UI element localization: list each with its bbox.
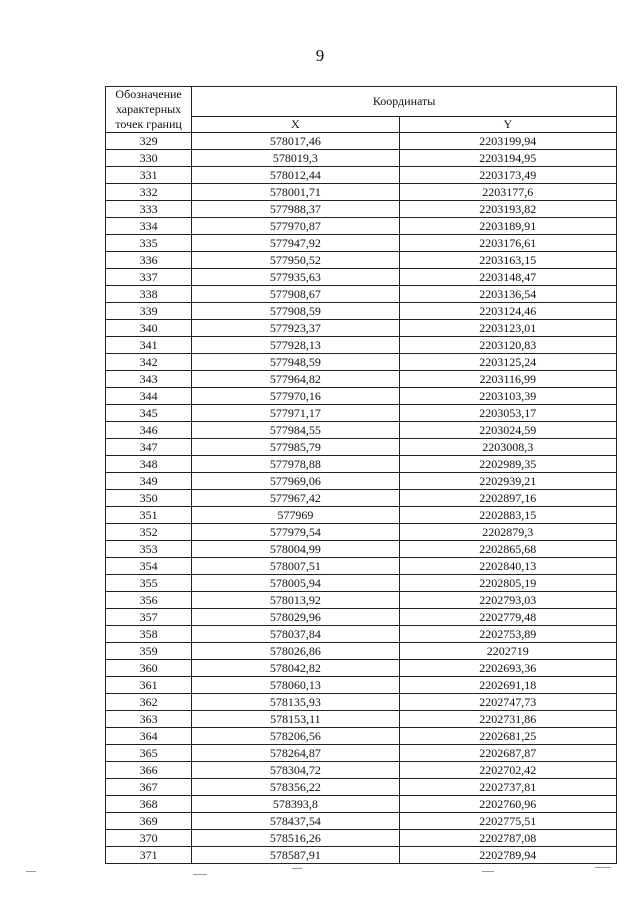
- cell-x: 577970,16: [192, 388, 399, 405]
- cell-x: 577923,37: [192, 320, 399, 337]
- table-row: [106, 235, 617, 252]
- cell-y: 2203199,94: [399, 133, 616, 150]
- cell-y: 2202731,86: [399, 711, 616, 728]
- cell-point: 338: [106, 286, 192, 303]
- cell-y: 2203176,61: [399, 235, 616, 252]
- cell-x: 578437,54: [192, 813, 399, 830]
- table-row: [106, 473, 617, 490]
- cell-y: 2202897,16: [399, 490, 616, 507]
- cell-y: 2203024,59: [399, 422, 616, 439]
- cell-point: 365: [106, 745, 192, 762]
- cell-x: 578029,96: [192, 609, 399, 626]
- cell-x: 577948,59: [192, 354, 399, 371]
- cell-x: 578356,22: [192, 779, 399, 796]
- cell-point: 337: [106, 269, 192, 286]
- cell-point: 357: [106, 609, 192, 626]
- cell-y: 2202760,96: [399, 796, 616, 813]
- cell-point: 341: [106, 337, 192, 354]
- cell-point: 360: [106, 660, 192, 677]
- table-row: [106, 184, 617, 201]
- cell-point: 332: [106, 184, 192, 201]
- scan-speck: [482, 871, 494, 872]
- cell-x: 577971,17: [192, 405, 399, 422]
- cell-point: 336: [106, 252, 192, 269]
- cell-x: 578304,72: [192, 762, 399, 779]
- table-row: [106, 133, 617, 150]
- cell-y: 2203008,3: [399, 439, 616, 456]
- coordinates-table: [105, 86, 617, 864]
- cell-y: 2202865,68: [399, 541, 616, 558]
- cell-y: 2203189,91: [399, 218, 616, 235]
- cell-x: 578042,82: [192, 660, 399, 677]
- cell-point: 345: [106, 405, 192, 422]
- table-row: [106, 728, 617, 745]
- cell-point: 363: [106, 711, 192, 728]
- cell-x: 578135,93: [192, 694, 399, 711]
- table-row: [106, 286, 617, 303]
- table-row: [106, 507, 617, 524]
- cell-y: 2203053,17: [399, 405, 616, 422]
- cell-y: 2203123,01: [399, 320, 616, 337]
- cell-point: 331: [106, 167, 192, 184]
- cell-x: 577908,67: [192, 286, 399, 303]
- scan-speck: [193, 874, 207, 875]
- cell-x: 578013,92: [192, 592, 399, 609]
- cell-x: 578005,94: [192, 575, 399, 592]
- table-row: [106, 660, 617, 677]
- scan-speck: [26, 871, 36, 872]
- cell-point: 335: [106, 235, 192, 252]
- cell-point: 350: [106, 490, 192, 507]
- table-row: [106, 609, 617, 626]
- table-row: [106, 405, 617, 422]
- cell-point: 367: [106, 779, 192, 796]
- cell-y: 2202693,36: [399, 660, 616, 677]
- header-y: Y: [399, 117, 616, 133]
- cell-x: 577967,42: [192, 490, 399, 507]
- table-header: [106, 87, 617, 133]
- cell-point: 368: [106, 796, 192, 813]
- table-row: [106, 167, 617, 184]
- cell-x: 578516,26: [192, 830, 399, 847]
- header-coordinates: Координаты: [192, 87, 617, 117]
- cell-x: 578393,8: [192, 796, 399, 813]
- cell-point: 370: [106, 830, 192, 847]
- table-row: [106, 388, 617, 405]
- cell-point: 364: [106, 728, 192, 745]
- table-row: [106, 541, 617, 558]
- table-row: [106, 677, 617, 694]
- cell-x: 578037,84: [192, 626, 399, 643]
- cell-y: 2202691,18: [399, 677, 616, 694]
- cell-point: 340: [106, 320, 192, 337]
- cell-point: 330: [106, 150, 192, 167]
- table-row: [106, 371, 617, 388]
- cell-x: 577985,79: [192, 439, 399, 456]
- cell-y: 2203103,39: [399, 388, 616, 405]
- cell-y: 2202737,81: [399, 779, 616, 796]
- cell-point: 343: [106, 371, 192, 388]
- cell-x: 577950,52: [192, 252, 399, 269]
- cell-y: 2202779,48: [399, 609, 616, 626]
- cell-y: 2202687,87: [399, 745, 616, 762]
- cell-point: 354: [106, 558, 192, 575]
- cell-point: 333: [106, 201, 192, 218]
- cell-x: 577979,54: [192, 524, 399, 541]
- cell-point: 352: [106, 524, 192, 541]
- table-row: [106, 150, 617, 167]
- cell-x: 578019,3: [192, 150, 399, 167]
- table-row: [106, 422, 617, 439]
- table-row: [106, 830, 617, 847]
- cell-x: 577984,55: [192, 422, 399, 439]
- table-row: [106, 694, 617, 711]
- page-number: 9: [315, 46, 325, 65]
- table-body: [106, 133, 617, 864]
- table-row: [106, 201, 617, 218]
- header-point-designation: Обозначение характерных точек границ: [106, 87, 192, 133]
- cell-y: 2202719: [399, 643, 616, 660]
- cell-x: 578587,91: [192, 847, 399, 864]
- table-row: [106, 524, 617, 541]
- cell-point: 369: [106, 813, 192, 830]
- cell-x: 578017,46: [192, 133, 399, 150]
- table-row: [106, 592, 617, 609]
- cell-x: 577964,82: [192, 371, 399, 388]
- cell-point: 361: [106, 677, 192, 694]
- table-row: [106, 796, 617, 813]
- table-row: [106, 354, 617, 371]
- cell-x: 577970,87: [192, 218, 399, 235]
- table-row: [106, 218, 617, 235]
- cell-x: 577978,88: [192, 456, 399, 473]
- cell-x: 578012,44: [192, 167, 399, 184]
- cell-y: 2202775,51: [399, 813, 616, 830]
- cell-point: 356: [106, 592, 192, 609]
- cell-x: 578007,51: [192, 558, 399, 575]
- cell-y: 2203194,95: [399, 150, 616, 167]
- cell-y: 2202793,03: [399, 592, 616, 609]
- table-row: [106, 337, 617, 354]
- cell-y: 2202787,08: [399, 830, 616, 847]
- cell-point: 371: [106, 847, 192, 864]
- cell-x: 577988,37: [192, 201, 399, 218]
- header-x: X: [192, 117, 399, 133]
- cell-point: 334: [106, 218, 192, 235]
- cell-point: 347: [106, 439, 192, 456]
- cell-y: 2202989,35: [399, 456, 616, 473]
- cell-y: 2202805,19: [399, 575, 616, 592]
- cell-point: 344: [106, 388, 192, 405]
- table-row: [106, 626, 617, 643]
- cell-y: 2203173,49: [399, 167, 616, 184]
- table-row: [106, 711, 617, 728]
- cell-y: 2203163,15: [399, 252, 616, 269]
- cell-x: 578026,86: [192, 643, 399, 660]
- cell-y: 2202753,89: [399, 626, 616, 643]
- table-row: [106, 320, 617, 337]
- table-row: [106, 439, 617, 456]
- table-row: [106, 847, 617, 864]
- cell-y: 2203124,46: [399, 303, 616, 320]
- cell-y: 2202840,13: [399, 558, 616, 575]
- cell-point: 358: [106, 626, 192, 643]
- cell-point: 348: [106, 456, 192, 473]
- cell-point: 349: [106, 473, 192, 490]
- table-row: [106, 813, 617, 830]
- cell-x: 577935,63: [192, 269, 399, 286]
- cell-y: 2202939,21: [399, 473, 616, 490]
- cell-x: 578001,71: [192, 184, 399, 201]
- cell-x: 578153,11: [192, 711, 399, 728]
- cell-y: 2203120,83: [399, 337, 616, 354]
- cell-y: 2203177,6: [399, 184, 616, 201]
- cell-y: 2202879,3: [399, 524, 616, 541]
- cell-point: 351: [106, 507, 192, 524]
- cell-point: 346: [106, 422, 192, 439]
- cell-x: 577969: [192, 507, 399, 524]
- table-row: [106, 575, 617, 592]
- cell-x: 577947,92: [192, 235, 399, 252]
- cell-x: 577969,06: [192, 473, 399, 490]
- table-row: [106, 456, 617, 473]
- cell-y: 2202883,15: [399, 507, 616, 524]
- cell-y: 2202789,94: [399, 847, 616, 864]
- cell-point: 355: [106, 575, 192, 592]
- table-row: [106, 762, 617, 779]
- cell-y: 2202702,42: [399, 762, 616, 779]
- cell-point: 366: [106, 762, 192, 779]
- cell-x: 578060,13: [192, 677, 399, 694]
- cell-point: 342: [106, 354, 192, 371]
- table-row: [106, 745, 617, 762]
- table-row: [106, 779, 617, 796]
- table-row: [106, 490, 617, 507]
- cell-point: 339: [106, 303, 192, 320]
- cell-y: 2203136,54: [399, 286, 616, 303]
- scan-speck: [595, 867, 611, 868]
- table-row: [106, 252, 617, 269]
- table-row: [106, 269, 617, 286]
- scan-speck: [292, 868, 302, 869]
- table-row: [106, 303, 617, 320]
- table-row: [106, 558, 617, 575]
- cell-x: 578264,87: [192, 745, 399, 762]
- cell-y: 2203193,82: [399, 201, 616, 218]
- cell-point: 362: [106, 694, 192, 711]
- cell-point: 353: [106, 541, 192, 558]
- cell-point: 329: [106, 133, 192, 150]
- cell-x: 577908,59: [192, 303, 399, 320]
- cell-x: 577928,13: [192, 337, 399, 354]
- cell-y: 2202681,25: [399, 728, 616, 745]
- table-row: [106, 643, 617, 660]
- cell-y: 2203148,47: [399, 269, 616, 286]
- cell-point: 359: [106, 643, 192, 660]
- cell-x: 578206,56: [192, 728, 399, 745]
- cell-y: 2203125,24: [399, 354, 616, 371]
- cell-y: 2202747,73: [399, 694, 616, 711]
- cell-x: 578004,99: [192, 541, 399, 558]
- cell-y: 2203116,99: [399, 371, 616, 388]
